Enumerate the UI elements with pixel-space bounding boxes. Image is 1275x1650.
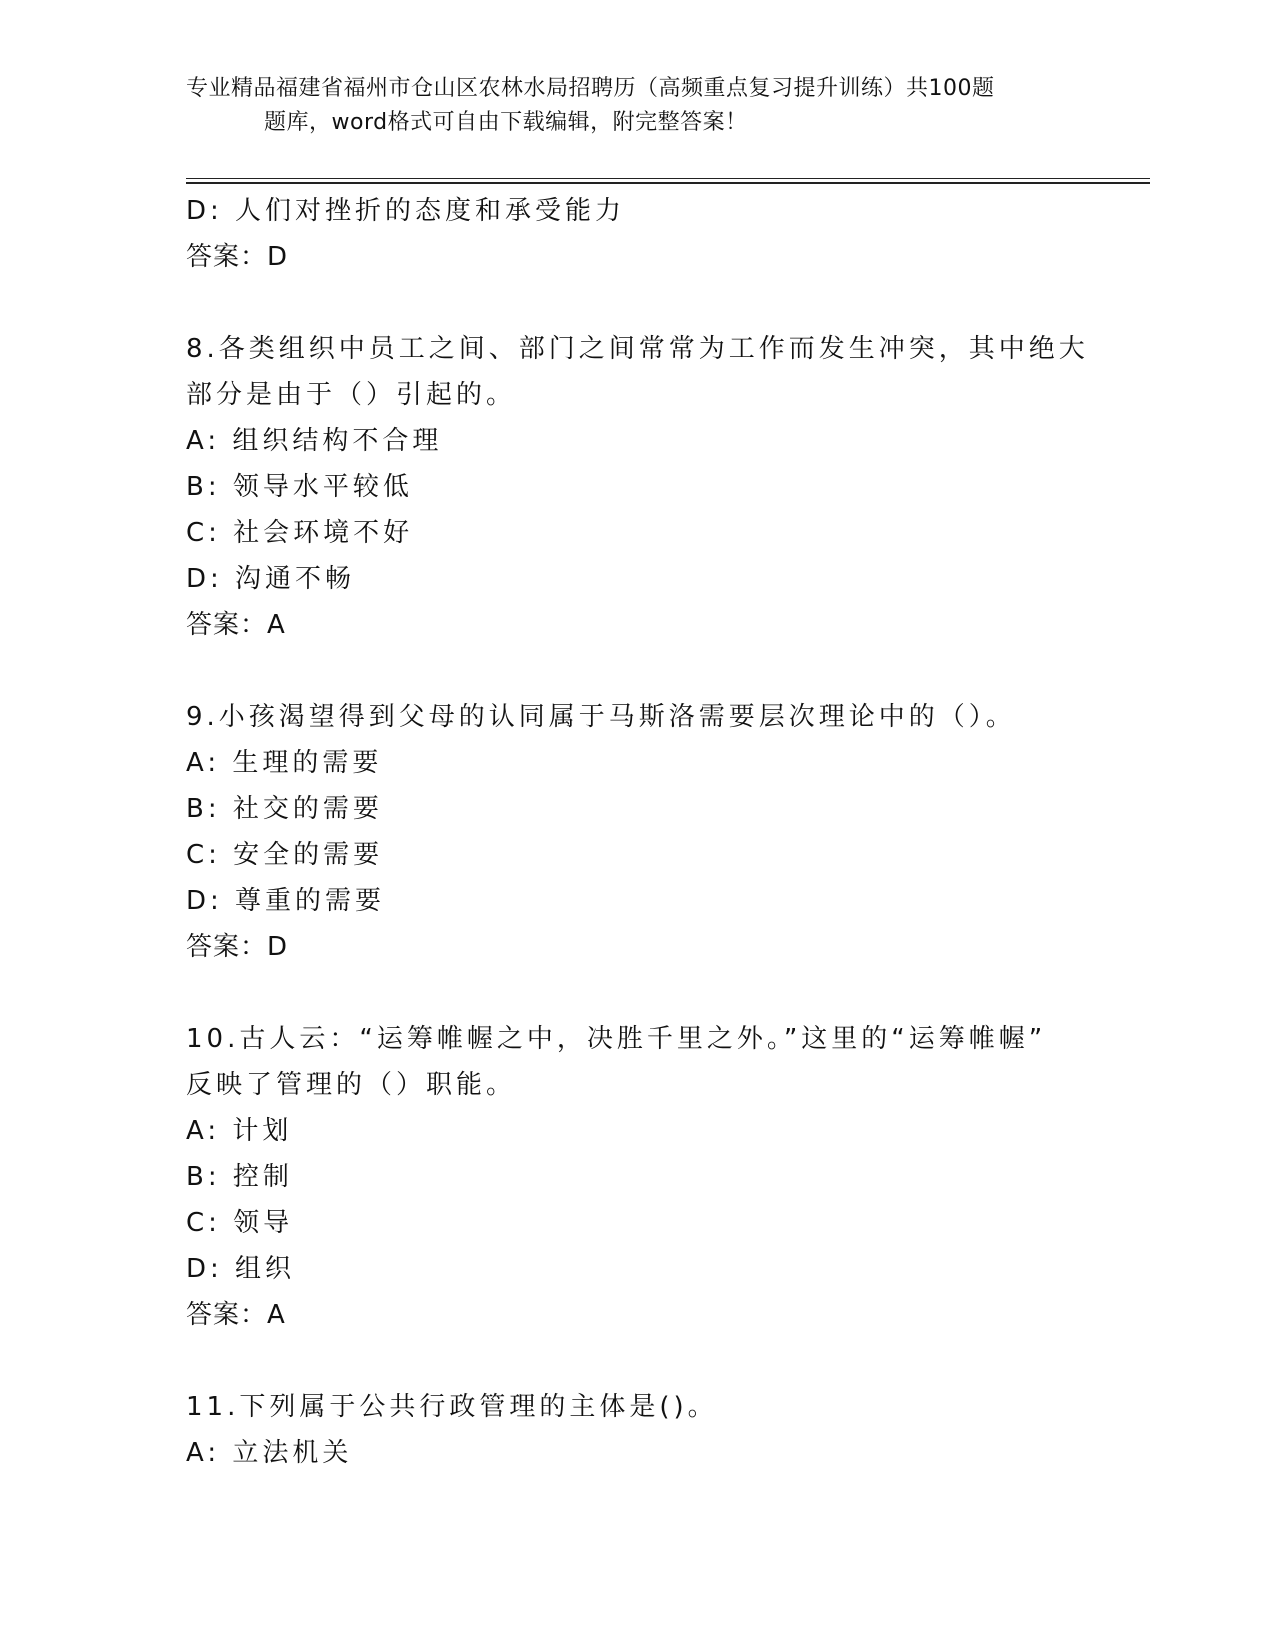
option-a: A: 计划 <box>186 1116 293 1146</box>
header-divider-thick <box>186 182 1150 184</box>
question-9 <box>186 694 1086 970</box>
answer-line: 答案：A <box>186 1300 286 1330</box>
option-c: C: 安全的需要 <box>186 840 384 870</box>
option-a: A: 组织结构不合理 <box>186 426 443 456</box>
answer-line: 答案：A <box>186 610 286 640</box>
answer-line: 答案：D <box>186 242 289 272</box>
option-d: D: 人们对挫折的态度和承受能力 <box>186 196 626 226</box>
header-divider-thin <box>186 178 1150 179</box>
header-title-line2: 题库，word格式可自由下载编辑，附完整答案！ <box>264 110 748 135</box>
option-b: B: 社交的需要 <box>186 794 383 824</box>
option-a: A: 立法机关 <box>186 1438 353 1468</box>
question-stem: 8.各类组织中员工之间、部门之间常常为工作而发生冲突，其中绝大 <box>186 334 1089 364</box>
question-10 <box>186 1016 1086 1338</box>
question-stem: 10.古人云：“运筹帷幄之中，决胜千里之外。”这里的“运筹帷幄” <box>186 1024 1047 1054</box>
option-c: C: 社会环境不好 <box>186 518 414 548</box>
question-11 <box>186 1384 1086 1476</box>
question-stem: 9.小孩渴望得到父母的认同属于马斯洛需要层次理论中的（）。 <box>186 702 1016 732</box>
question-stem: 11.下列属于公共行政管理的主体是()。 <box>186 1392 718 1422</box>
document-body <box>186 188 1089 1476</box>
question-7-tail <box>186 188 1086 280</box>
question-8 <box>186 326 1089 648</box>
option-d: D: 沟通不畅 <box>186 564 356 594</box>
option-d: D: 尊重的需要 <box>186 886 386 916</box>
option-d: D: 组织 <box>186 1254 296 1284</box>
option-b: B: 领导水平较低 <box>186 472 413 502</box>
question-stem-continued: 部分是由于（）引起的。 <box>186 380 517 410</box>
header-title-line1: 专业精品福建省福州市仓山区农林水局招聘历（高频重点复习提升训练）共100题 <box>186 76 995 101</box>
option-c: C: 领导 <box>186 1208 294 1238</box>
document-header <box>186 72 1086 140</box>
question-stem-continued: 反映了管理的（）职能。 <box>186 1070 517 1100</box>
option-b: B: 控制 <box>186 1162 293 1192</box>
option-a: A: 生理的需要 <box>186 748 383 778</box>
answer-line: 答案：D <box>186 932 289 962</box>
